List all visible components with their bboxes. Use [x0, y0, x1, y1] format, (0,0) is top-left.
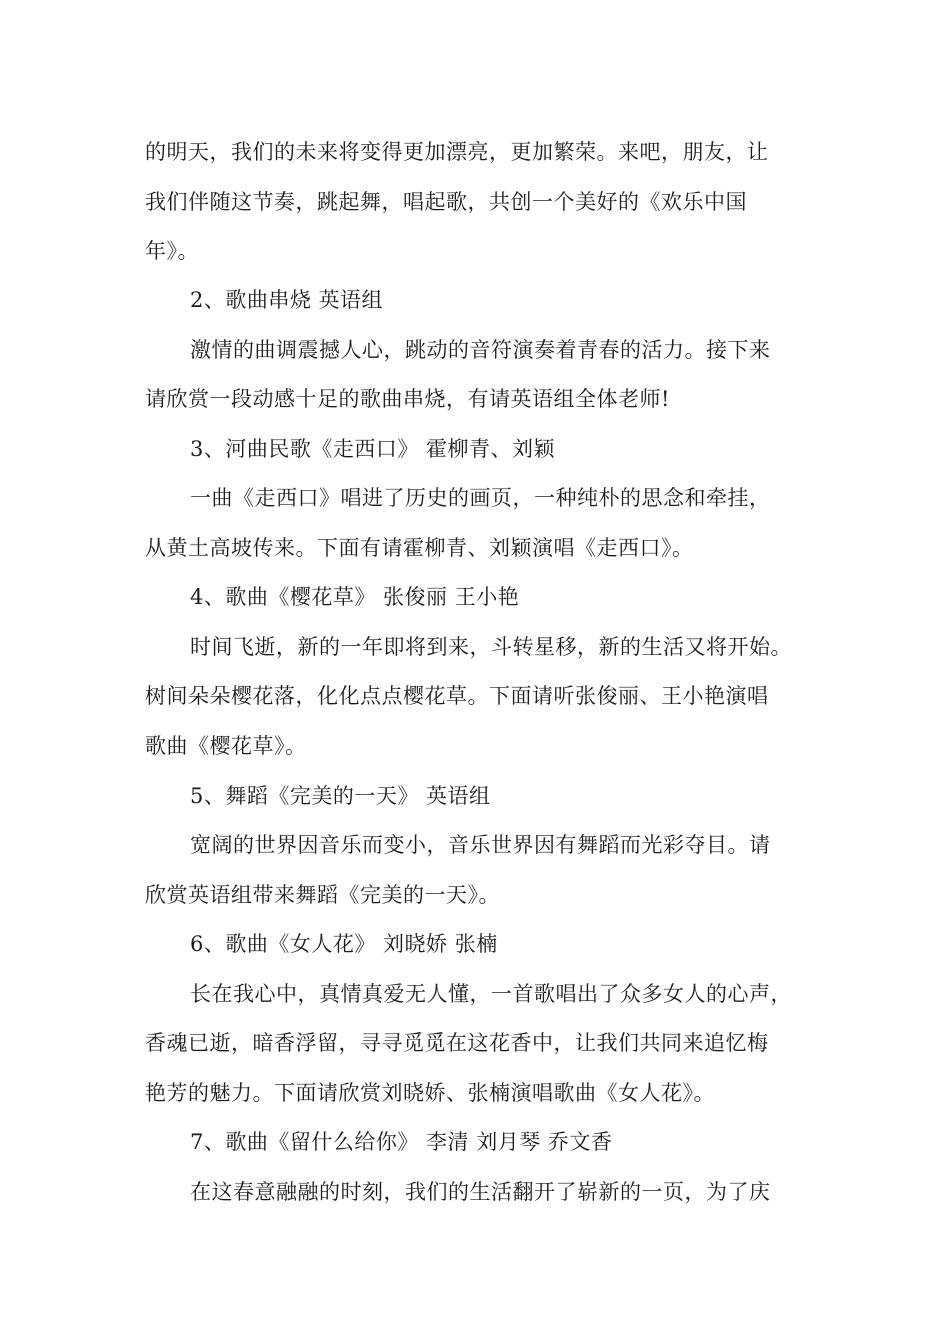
text-line: 激情的曲调震撼人心，跳动的音符演奏着青春的活力。接下来 — [190, 338, 771, 362]
text-line: 从黄土高坡传来。下面有请霍柳青、刘颖演唱《走西口》。 — [145, 536, 694, 560]
text-line: 一曲《走西口》唱进了历史的画页，一种纯朴的思念和牵挂， — [190, 486, 771, 510]
text-line: 宽阔的世界因音乐而变小，音乐世界因有舞蹈而光彩夺目。请 — [190, 833, 771, 857]
text-line: 年》。 — [145, 239, 199, 263]
text-line: 的明天，我们的未来将变得更加漂亮，更加繁荣。来吧，朋友，让 — [145, 140, 769, 164]
program-item-heading: 4、歌曲《樱花草》 张俊丽 王小艳 — [190, 585, 520, 609]
text-line: 歌曲《樱花草》。 — [145, 734, 307, 758]
text-line: 请欣赏一段动感十足的歌曲串烧，有请英语组全体老师! — [145, 387, 670, 411]
text-line: 时间飞逝，新的一年即将到来，斗转星移，新的生活又将开始。 — [190, 635, 792, 659]
program-item-heading: 3、河曲民歌《走西口》 霍柳青、刘颖 — [190, 437, 556, 461]
text-line: 香魂已逝，暗香浮留，寻寻觅觅在这花香中，让我们共同来追忆梅 — [145, 1031, 769, 1055]
text-line: 欣赏英语组带来舞蹈《完美的一天》。 — [145, 883, 500, 907]
text-line: 艳芳的魅力。下面请欣赏刘晓娇、张楠演唱歌曲《女人花》。 — [145, 1081, 715, 1105]
program-item-heading: 2、歌曲串烧 英语组 — [190, 288, 384, 312]
text-line: 长在我心中，真情真爱无人懂，一首歌唱出了众多女人的心声， — [190, 982, 792, 1006]
text-line: 我们伴随这节奏，跳起舞，唱起歌，共创一个美好的《欢乐中国 — [145, 190, 747, 214]
text-line: 在这春意融融的时刻，我们的生活翻开了崭新的一页，为了庆 — [190, 1180, 771, 1204]
program-item-heading: 7、歌曲《留什么给你》 李清 刘月琴 乔文香 — [190, 1130, 613, 1154]
program-item-heading: 6、歌曲《女人花》 刘晓娇 张楠 — [190, 932, 498, 956]
program-item-heading: 5、舞蹈《完美的一天》 英语组 — [190, 784, 491, 808]
text-line: 树间朵朵樱花落，化化点点樱花草。下面请听张俊丽、王小艳演唱 — [145, 684, 769, 708]
